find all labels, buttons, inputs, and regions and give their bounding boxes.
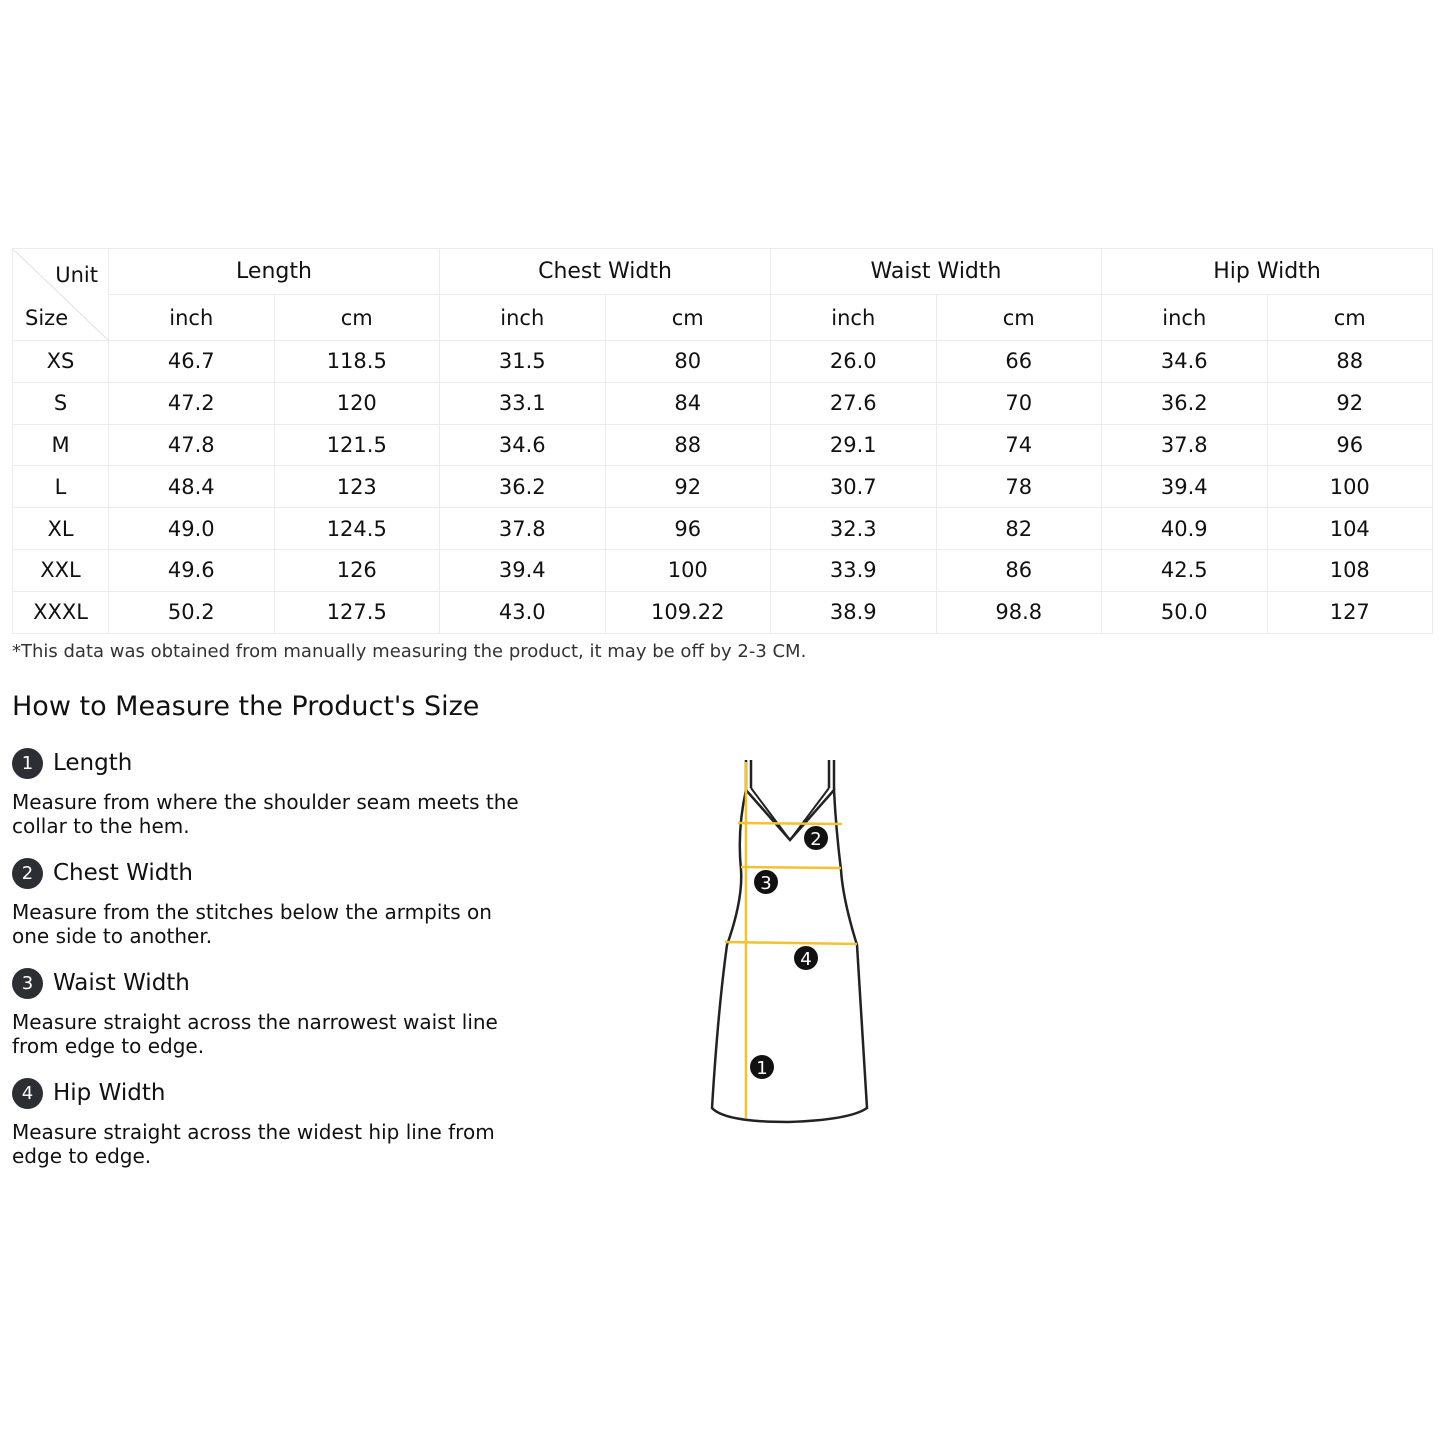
value-cell: 39.4	[440, 549, 606, 591]
value-cell: 127	[1267, 591, 1433, 633]
value-cell: 86	[936, 549, 1102, 591]
value-cell: 49.6	[109, 549, 275, 591]
value-cell: 47.2	[109, 382, 275, 424]
step-description: Measure from the stitches below the armpits on one side to another.	[12, 900, 492, 948]
step-title: Chest Width	[53, 860, 193, 886]
table-row	[13, 382, 1433, 424]
size-cell: XXXL	[13, 591, 109, 633]
value-cell: 36.2	[1102, 382, 1268, 424]
unit-header-cell: inch	[771, 295, 937, 341]
unit-header-cell: inch	[109, 295, 275, 341]
size-cell: S	[13, 382, 109, 424]
marker-4	[794, 946, 818, 970]
table-row	[13, 466, 1433, 508]
step-length	[12, 746, 532, 838]
unit-header-cell: cm	[274, 295, 440, 341]
value-cell: 50.2	[109, 591, 275, 633]
step-title: Hip Width	[53, 1080, 166, 1106]
value-cell: 84	[605, 382, 771, 424]
table-row	[13, 591, 1433, 633]
measurement-steps	[12, 746, 532, 1186]
value-cell: 123	[274, 466, 440, 508]
value-cell: 33.9	[771, 549, 937, 591]
unit-header-cell: cm	[605, 295, 771, 341]
value-cell: 37.8	[1102, 424, 1268, 466]
marker-3	[754, 870, 778, 894]
step-description: Measure straight across the narrowest waist line from edge to edge.	[12, 1010, 498, 1058]
value-cell: 36.2	[440, 466, 606, 508]
unit-header-cell: cm	[1267, 295, 1433, 341]
svg-text:2: 2	[810, 829, 822, 850]
table-row	[13, 424, 1433, 466]
value-cell: 33.1	[440, 382, 606, 424]
value-cell: 37.8	[440, 508, 606, 550]
value-cell: 66	[936, 341, 1102, 383]
group-header-chest: Chest Width	[440, 249, 771, 295]
value-cell: 42.5	[1102, 549, 1268, 591]
size-cell: M	[13, 424, 109, 466]
marker-1	[750, 1055, 774, 1079]
value-cell: 32.3	[771, 508, 937, 550]
group-header-hip: Hip Width	[1102, 249, 1433, 295]
value-cell: 29.1	[771, 424, 937, 466]
value-cell: 30.7	[771, 466, 937, 508]
size-chart-table	[12, 248, 1433, 634]
value-cell: 48.4	[109, 466, 275, 508]
step-number-badge: 4	[12, 1078, 43, 1109]
value-cell: 82	[936, 508, 1102, 550]
value-cell: 43.0	[440, 591, 606, 633]
table-row	[13, 508, 1433, 550]
table-row	[13, 341, 1433, 383]
step-chest-width	[12, 856, 532, 948]
svg-text:1: 1	[756, 1058, 768, 1079]
value-cell: 78	[936, 466, 1102, 508]
guide-title: How to Measure the Product's Size	[12, 691, 480, 722]
step-number-badge: 1	[12, 748, 43, 779]
size-cell: XXL	[13, 549, 109, 591]
size-header: Size	[25, 306, 69, 330]
value-cell: 70	[936, 382, 1102, 424]
step-number-badge: 3	[12, 968, 43, 999]
marker-2	[804, 826, 828, 850]
value-cell: 98.8	[936, 591, 1102, 633]
svg-text:4: 4	[800, 949, 812, 970]
step-description: Measure from where the shoulder seam meets the collar to the hem.	[12, 790, 519, 838]
svg-text:3: 3	[760, 873, 772, 894]
value-cell: 34.6	[1102, 341, 1268, 383]
value-cell: 26.0	[771, 341, 937, 383]
value-cell: 121.5	[274, 424, 440, 466]
value-cell: 31.5	[440, 341, 606, 383]
step-hip-width	[12, 1076, 532, 1168]
value-cell: 80	[605, 341, 771, 383]
group-header-length: Length	[109, 249, 440, 295]
value-cell: 34.6	[440, 424, 606, 466]
value-cell: 124.5	[274, 508, 440, 550]
step-waist-width	[12, 966, 532, 1058]
value-cell: 39.4	[1102, 466, 1268, 508]
dress-outline-icon	[700, 750, 880, 1130]
value-cell: 50.0	[1102, 591, 1268, 633]
value-cell: 100	[605, 549, 771, 591]
unit-header: Unit	[55, 263, 98, 287]
step-number-badge: 2	[12, 858, 43, 889]
table-row	[13, 549, 1433, 591]
unit-header-cell: inch	[1102, 295, 1268, 341]
value-cell: 100	[1267, 466, 1433, 508]
value-cell: 118.5	[274, 341, 440, 383]
group-header-waist: Waist Width	[771, 249, 1102, 295]
value-cell: 38.9	[771, 591, 937, 633]
unit-header-cell: cm	[936, 295, 1102, 341]
value-cell: 96	[1267, 424, 1433, 466]
value-cell: 46.7	[109, 341, 275, 383]
value-cell: 49.0	[109, 508, 275, 550]
value-cell: 96	[605, 508, 771, 550]
step-description: Measure straight across the widest hip line from edge to edge.	[12, 1120, 495, 1168]
chest-measure-line	[738, 823, 842, 824]
value-cell: 40.9	[1102, 508, 1268, 550]
dress-diagram	[700, 750, 880, 1130]
size-cell: XL	[13, 508, 109, 550]
step-title: Waist Width	[53, 970, 190, 996]
value-cell: 74	[936, 424, 1102, 466]
value-cell: 104	[1267, 508, 1433, 550]
value-cell: 92	[605, 466, 771, 508]
value-cell: 126	[274, 549, 440, 591]
waist-measure-line	[741, 867, 841, 868]
value-cell: 127.5	[274, 591, 440, 633]
size-cell: XS	[13, 341, 109, 383]
table-corner-cell	[13, 249, 109, 341]
value-cell: 88	[1267, 341, 1433, 383]
step-title: Length	[53, 750, 133, 776]
value-cell: 92	[1267, 382, 1433, 424]
size-cell: L	[13, 466, 109, 508]
value-cell: 109.22	[605, 591, 771, 633]
value-cell: 120	[274, 382, 440, 424]
value-cell: 47.8	[109, 424, 275, 466]
value-cell: 108	[1267, 549, 1433, 591]
unit-header-cell: inch	[440, 295, 606, 341]
measurement-note: *This data was obtained from manually measuring the product, it may be off by 2-3 CM.	[12, 641, 807, 662]
value-cell: 27.6	[771, 382, 937, 424]
value-cell: 88	[605, 424, 771, 466]
